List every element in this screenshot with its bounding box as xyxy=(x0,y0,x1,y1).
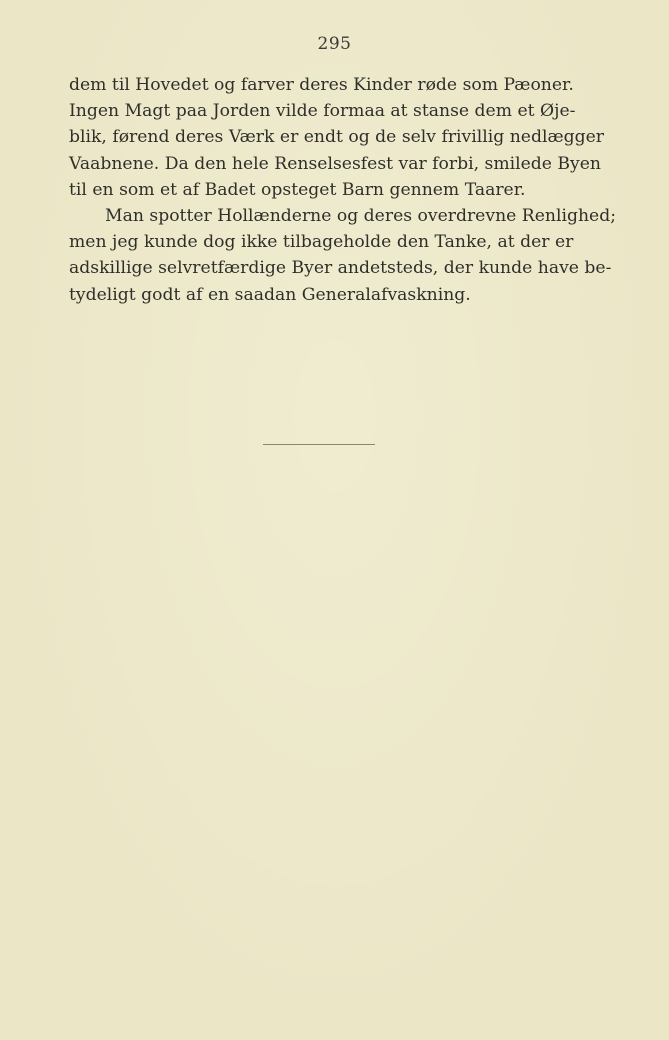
text-line: Ingen Magt paa Jorden vilde formaa at stanse dem et Øje- xyxy=(69,101,576,122)
text-line: blik, førend deres Værk er endt og de selv frivillig nedlægger xyxy=(69,127,605,148)
section-divider xyxy=(263,444,375,445)
body-text xyxy=(69,72,616,308)
text-line: Man spotter Hollænderne og deres overdrevne Renlighed; xyxy=(105,206,616,227)
text-line: til en som et af Badet opsteget Barn gennem Taarer. xyxy=(69,179,526,200)
text-line: men jeg kunde dog ikke tilbageholde den Tanke, at der er xyxy=(69,232,574,253)
text-line: tydeligt godt af en saadan Generalafvaskning. xyxy=(69,284,471,305)
text-line: Vaabnene. Da den hele Renselsesfest var forbi, smilede Byen xyxy=(69,153,602,174)
paragraph-2 xyxy=(69,203,616,308)
page-number: 295 xyxy=(317,34,352,54)
paragraph-1 xyxy=(69,72,605,203)
text-line: dem til Hovedet og farver deres Kinder røde som Pæoner. xyxy=(69,75,574,95)
text-line: adskillige selvretfærdige Byer andetsteds, der kunde have be- xyxy=(69,258,612,279)
